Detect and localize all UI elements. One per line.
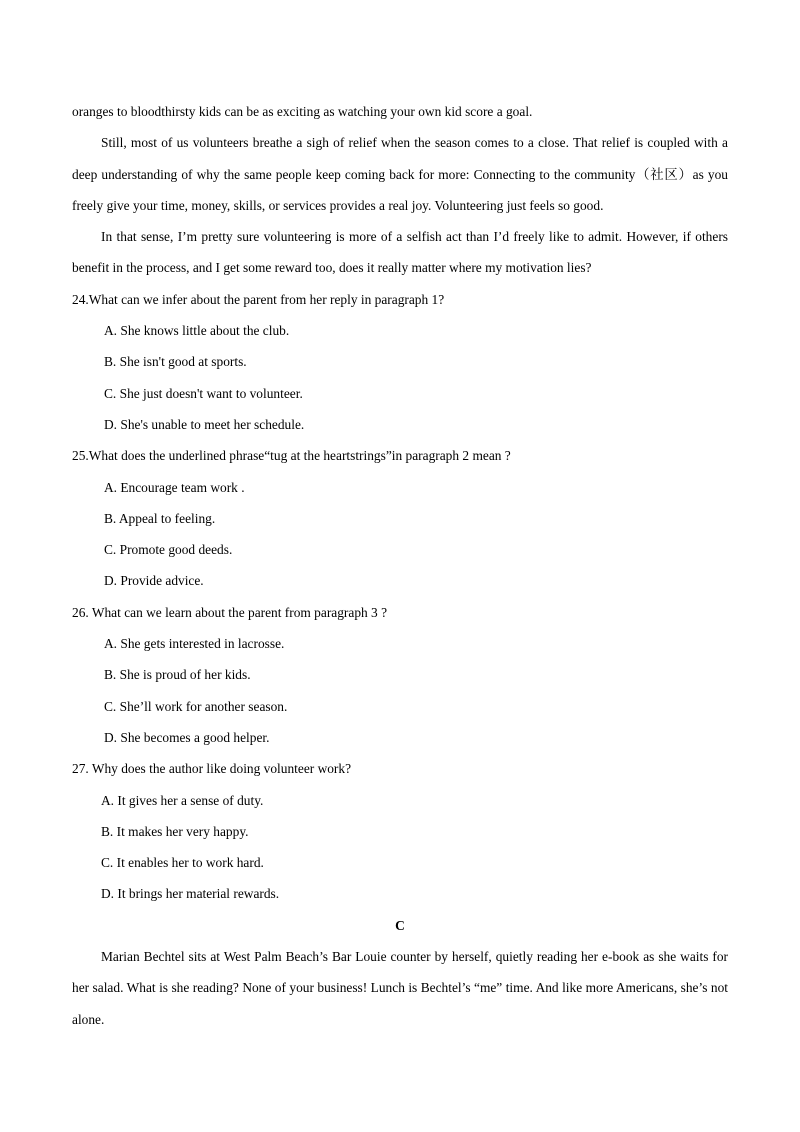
option-c: C. She’ll work for another season. [104,698,288,714]
option-a: A. She gets interested in lacrosse. [104,636,285,652]
option-c: C. It enables her to work hard. [101,855,264,871]
question-stem: 27. Why does the author like doing volunteer work? [72,761,352,777]
option-a: A. Encourage team work . [104,479,245,495]
option-d: D. Provide advice. [104,573,204,589]
option-d: D. She becomes a good helper. [104,729,270,745]
question-stem: 24.What can we infer about the parent from her reply in paragraph 1? [72,291,445,307]
question-stem: 26. What can we learn about the parent from paragraph 3 ? [72,604,388,620]
passage-paragraph-continued: oranges to bloodthirsty kids can be as exciting as watching your own kid score a goal. [72,104,533,119]
option-a: A. She knows little about the club. [104,323,290,339]
option-b: B. She isn't good at sports. [104,354,247,370]
passage-paragraph: In that sense, I’m pretty sure volunteering is more of a selfish act than I’d freely like to admit. However, if others benefit in the process, and I get some reward too, does it really matter where my motivation lies? [72,229,728,276]
option-d: D. She's unable to meet her schedule. [104,416,305,432]
question-27 [72,753,728,909]
question-stem: 25.What does the underlined phrase“tug at the heartstrings”in paragraph 2 mean ? [72,448,511,464]
question-26 [72,597,728,753]
section-c-paragraph: Marian Bechtel sits at West Palm Beach’s Bar Louie counter by herself, quietly reading her e-book as she waits for her salad. What is she reading? None of your business! Lunch is Bechtel’s “me” time. And like more Americans, she’s not alone. [72,949,728,1027]
section-heading: C [395,917,405,933]
question-25 [72,440,728,596]
option-b: B. Appeal to feeling. [104,510,216,526]
option-d: D. It brings her material rewards. [101,886,280,902]
passage-paragraph: Still, most of us volunteers breathe a sigh of relief when the season comes to a close. That relief is coupled with a deep understanding of why the same people keep coming back for more: Connecting to the community（社区）as you freely give your time, money, skills, or services provides a real joy. Volunteering just feels so good. [72,135,728,213]
page-content [72,96,728,1035]
option-c: C. She just doesn't want to volunteer. [104,385,303,401]
option-a: A. It gives her a sense of duty. [101,792,264,808]
question-24 [72,284,728,440]
option-b: B. It makes her very happy. [101,823,249,839]
option-b: B. She is proud of her kids. [104,667,251,683]
option-c: C. Promote good deeds. [104,542,233,558]
